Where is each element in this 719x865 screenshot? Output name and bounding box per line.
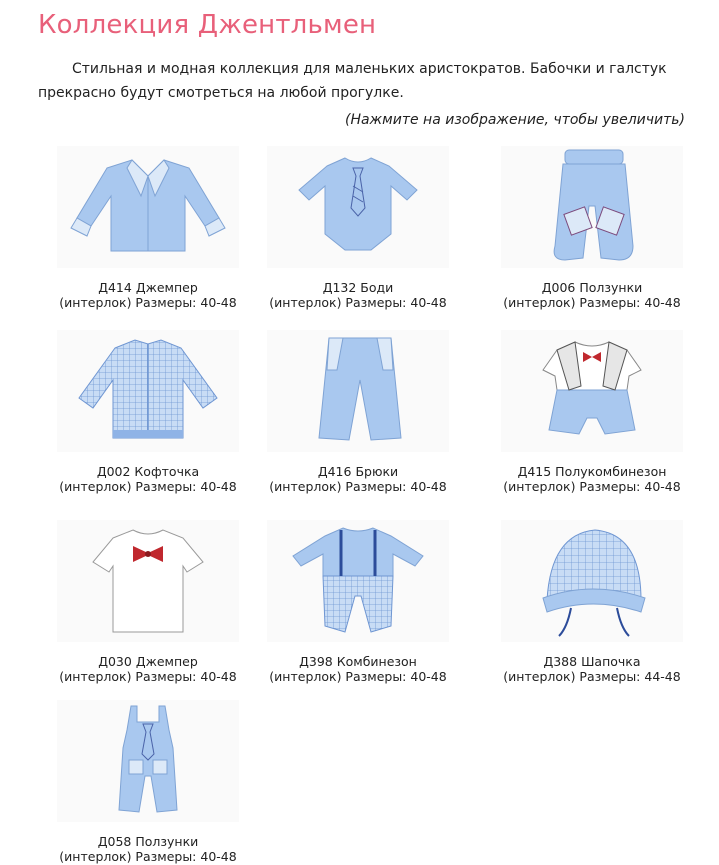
product-image-tux-romper[interactable] <box>501 330 683 452</box>
product-details: (интерлок) Размеры: 40-48 <box>269 669 447 684</box>
product-image-trousers[interactable] <box>267 330 449 452</box>
product-details: (интерлок) Размеры: 40-48 <box>59 849 237 864</box>
product-card <box>472 146 712 310</box>
product-caption <box>238 280 478 310</box>
product-caption <box>28 464 268 494</box>
bowtie-tee-image <box>57 520 239 642</box>
bonnet-image <box>501 520 683 642</box>
product-caption <box>472 280 712 310</box>
product-image-checked-cardigan[interactable] <box>57 330 239 452</box>
product-card <box>28 146 268 310</box>
collection-description: Стильная и модная коллекция для маленьких аристократов. Бабочки и галстук прекрасно будут смотреться на любой прогулке. <box>38 61 667 101</box>
product-card <box>472 330 712 494</box>
product-card <box>238 146 478 310</box>
product-name: Д030 Джемпер <box>98 654 198 669</box>
product-image-jacket[interactable] <box>57 146 239 268</box>
product-details: (интерлок) Размеры: 40-48 <box>59 479 237 494</box>
product-caption <box>28 834 268 864</box>
product-name: Д002 Кофточка <box>96 464 200 479</box>
product-caption <box>472 654 712 684</box>
product-details: (интерлок) Размеры: 40-48 <box>59 669 237 684</box>
product-card <box>28 330 268 494</box>
product-details: (интерлок) Размеры: 40-48 <box>503 479 681 494</box>
product-name: Д058 Ползунки <box>97 834 199 849</box>
dungarees-image <box>57 700 239 822</box>
product-image-dungarees[interactable] <box>57 700 239 822</box>
product-image-suspender-overall[interactable] <box>267 520 449 642</box>
page-title: Коллекция Джентльмен <box>38 10 377 40</box>
bodysuit-image <box>267 146 449 268</box>
product-name: Д388 Шапочка <box>543 654 641 669</box>
product-card <box>28 700 268 864</box>
product-card <box>472 520 712 684</box>
product-card <box>28 520 268 684</box>
product-image-bodysuit[interactable] <box>267 146 449 268</box>
product-details: (интерлок) Размеры: 44-48 <box>503 669 681 684</box>
product-name: Д414 Джемпер <box>98 280 198 295</box>
footed-pants-image <box>501 146 683 268</box>
product-details: (интерлок) Размеры: 40-48 <box>503 295 681 310</box>
checked-cardigan-image <box>57 330 239 452</box>
product-caption <box>238 464 478 494</box>
product-details: (интерлок) Размеры: 40-48 <box>269 295 447 310</box>
product-image-bowtie-tee[interactable] <box>57 520 239 642</box>
tux-romper-image <box>501 330 683 452</box>
product-caption <box>472 464 712 494</box>
product-details: (интерлок) Размеры: 40-48 <box>269 479 447 494</box>
product-name: Д006 Ползунки <box>541 280 643 295</box>
product-image-footed-pants[interactable] <box>501 146 683 268</box>
product-name: Д415 Полукомбинезон <box>517 464 667 479</box>
zoom-hint: (Нажмите на изображение, чтобы увеличить) <box>344 112 685 128</box>
product-caption <box>28 280 268 310</box>
suspender-overall-image <box>267 520 449 642</box>
trousers-image <box>267 330 449 452</box>
product-image-bonnet[interactable] <box>501 520 683 642</box>
product-card <box>238 330 478 494</box>
product-caption <box>28 654 268 684</box>
product-name: Д132 Боди <box>322 280 394 295</box>
jacket-image <box>57 146 239 268</box>
product-name: Д416 Брюки <box>317 464 399 479</box>
product-caption <box>238 654 478 684</box>
product-card <box>238 520 478 684</box>
product-name: Д398 Комбинезон <box>299 654 417 669</box>
product-details: (интерлок) Размеры: 40-48 <box>59 295 237 310</box>
